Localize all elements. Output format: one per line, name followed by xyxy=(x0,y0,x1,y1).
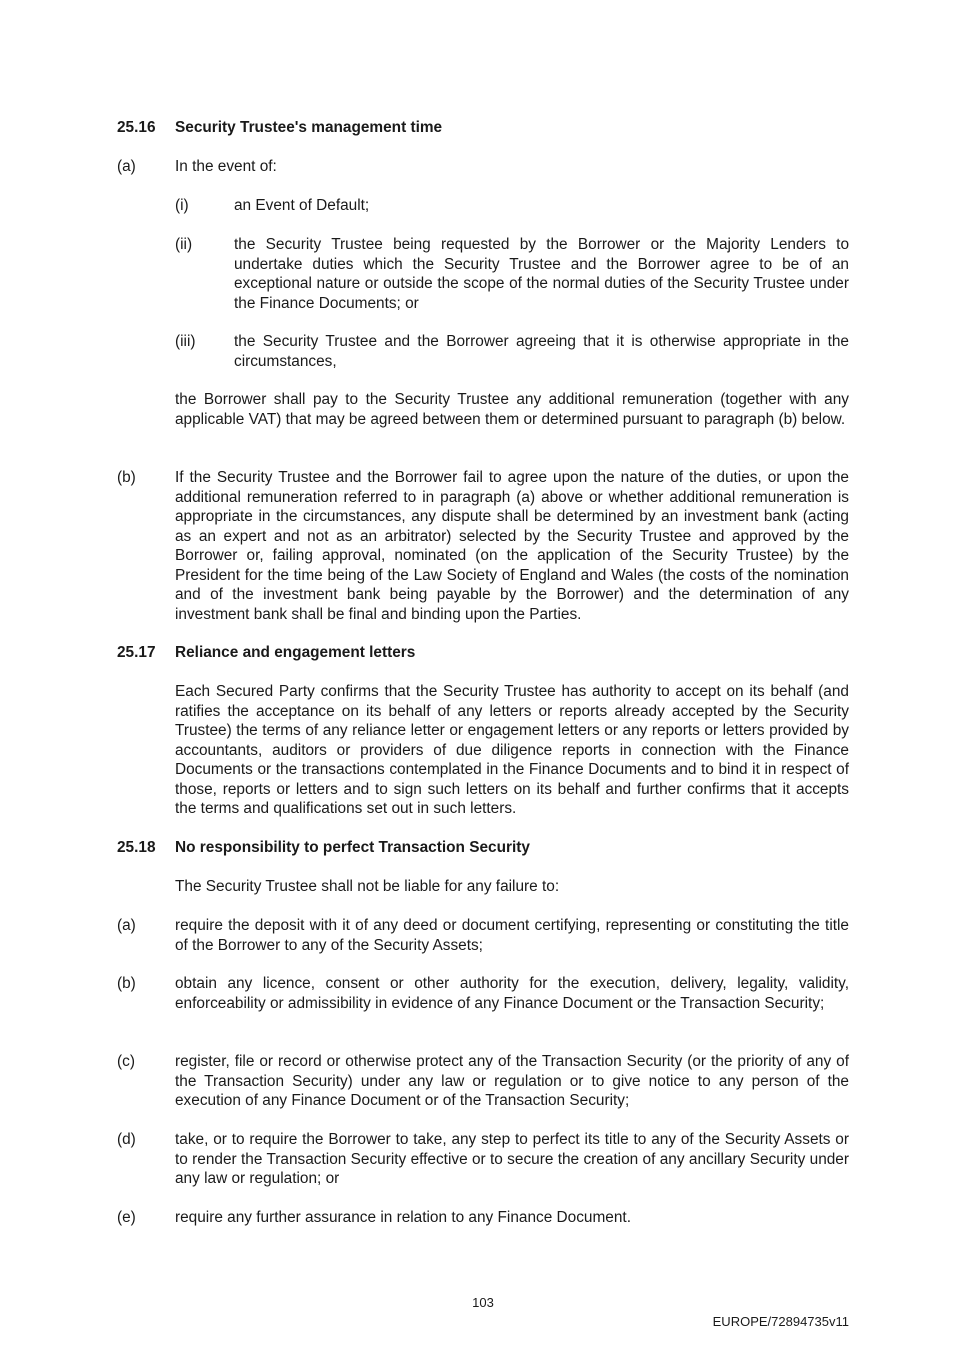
section-title-management-time: Security Trustee's management time xyxy=(175,119,443,136)
para-a-continuation: the Borrower shall pay to the Security Trustee any additional remuneration (together with any applicable VAT) that may be agreed between them or determined pursuant to paragraph (b) below. xyxy=(175,391,849,428)
para-a-text: In the event of: xyxy=(175,158,277,175)
page-number: 103 xyxy=(472,1295,494,1310)
document-reference: EUROPE/72894735v11 xyxy=(712,1314,849,1329)
item-i-label: (i) xyxy=(175,197,189,214)
section-number-25-18: 25.18 xyxy=(117,839,156,856)
list-a-text: require the deposit with it of any deed or document certifying, representing or constituting the title of the Borrower to any of the Security Assets; xyxy=(175,917,849,954)
list-b-text: obtain any licence, consent or other authority for the execution, delivery, legality, validity, enforceability or admissibility in evidence of any Finance Document or the Transaction Security; xyxy=(175,975,849,1012)
list-a-label: (a) xyxy=(117,917,136,934)
list-e-text: require any further assurance in relation to any Finance Document. xyxy=(175,1209,631,1226)
item-iii-text: the Security Trustee and the Borrower agreeing that it is otherwise appropriate in the circumstances, xyxy=(234,333,849,370)
no-responsibility-intro: The Security Trustee shall not be liable for any failure to: xyxy=(175,878,560,895)
list-e-label: (e) xyxy=(117,1209,136,1226)
section-title-no-responsibility: No responsibility to perfect Transaction Security xyxy=(175,839,530,856)
section-number-25-17: 25.17 xyxy=(117,644,156,661)
para-a-label: (a) xyxy=(117,158,136,175)
reliance-paragraph: Each Secured Party confirms that the Security Trustee has authority to accept on its behalf (and ratifies the acceptance on its behalf of any letters or reports already accepted by the Security Trustee) the terms of any reliance letter or engagement letters or any reports or letters provided by accountants, auditors or providers of due diligence reports in connection with the Finance Documents or the transactions contemplated in the Finance Documents and to bind it in respect of those, reports or letters and to sign such letters on its behalf and further confirms that it accepts the terms and qualifications set out in such letters. xyxy=(175,683,849,817)
list-c-text: register, file or record or otherwise protect any of the Transaction Security (or the priority of any of the Transaction Security) under any law or regulation or to give notice to any person of the execution of any Finance Document or of the Transaction Security; xyxy=(175,1053,849,1109)
item-ii-label: (ii) xyxy=(175,236,193,253)
list-d-text: take, or to require the Borrower to take, any step to perfect its title to any of the Security Assets or to render the Transaction Security effective or to secure the creation of any ancillary Security under any law or regulation; or xyxy=(175,1131,849,1187)
para-b-label: (b) xyxy=(117,469,136,486)
para-b-text: If the Security Trustee and the Borrower fail to agree upon the nature of the duties, or upon the additional remuneration referred to in paragraph (a) above or whether additional remuneration is appropriate in the circumstances, any dispute shall be determined by an investment bank (acting as an expert and not as an arbitrator) selected by the Security Trustee and approved by the Borrower or, failing approval, nominated (on the application of the Security Trustee) by the President for the time being of the Law Society of England and Wales (the costs of the nomination and of the investment bank being payable by the Borrower) and the determination of any investment bank shall be final and binding upon the Parties. xyxy=(175,469,849,623)
list-d-label: (d) xyxy=(117,1131,136,1148)
item-i-text: an Event of Default; xyxy=(234,197,370,214)
item-ii-text: the Security Trustee being requested by the Borrower or the Majority Lenders to undertake duties which the Security Trustee and the Borrower agree to be of an exceptional nature or outside the scope of the normal duties of the Security Trustee under the Finance Documents; or xyxy=(234,236,849,312)
section-number-25-16: 25.16 xyxy=(117,119,156,136)
section-title-reliance-letters: Reliance and engagement letters xyxy=(175,644,416,661)
item-iii-label: (iii) xyxy=(175,333,196,350)
list-b-label: (b) xyxy=(117,975,136,992)
list-c-label: (c) xyxy=(117,1053,135,1070)
